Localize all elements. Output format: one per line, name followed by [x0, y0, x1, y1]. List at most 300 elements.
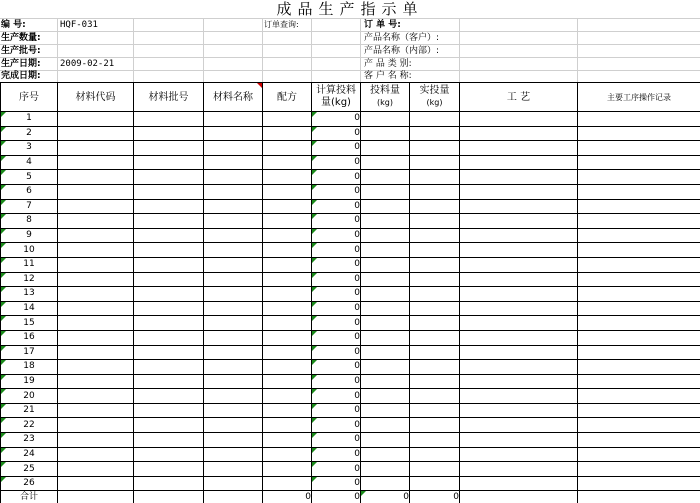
- row-empty-cell[interactable]: [263, 447, 312, 462]
- row-seq-cell[interactable]: [1, 272, 58, 287]
- row-empty-cell[interactable]: [204, 389, 263, 404]
- row-seq-cell[interactable]: [1, 184, 58, 199]
- row-empty-cell[interactable]: [410, 403, 460, 418]
- row-empty-cell[interactable]: [460, 141, 578, 156]
- green-marker-icon: [312, 389, 317, 394]
- row-empty-cell[interactable]: [460, 228, 578, 243]
- row-empty-cell[interactable]: [263, 272, 312, 287]
- row-seq-cell[interactable]: [1, 214, 58, 229]
- row-empty-cell[interactable]: [361, 170, 410, 185]
- row-empty-cell[interactable]: [58, 257, 134, 272]
- row-empty-cell[interactable]: [58, 272, 134, 287]
- row-empty-cell[interactable]: [58, 199, 134, 214]
- row-empty-cell[interactable]: [578, 272, 700, 287]
- row-seq-cell[interactable]: [1, 257, 58, 272]
- row-empty-cell[interactable]: [578, 141, 700, 156]
- row-empty-cell[interactable]: [410, 476, 460, 491]
- row-empty-cell[interactable]: [460, 447, 578, 462]
- row-empty-cell[interactable]: [410, 272, 460, 287]
- row-empty-cell[interactable]: [410, 360, 460, 375]
- row-empty-cell[interactable]: [410, 170, 460, 185]
- green-marker-icon: [312, 360, 317, 365]
- green-marker-icon: [312, 258, 317, 263]
- row-seq-cell[interactable]: [1, 345, 58, 360]
- row-empty-cell[interactable]: [410, 214, 460, 229]
- row-empty-cell[interactable]: [460, 374, 578, 389]
- row-empty-cell[interactable]: [410, 141, 460, 156]
- row-empty-cell[interactable]: [361, 360, 410, 375]
- row-empty-cell[interactable]: [410, 112, 460, 127]
- row-empty-cell[interactable]: [263, 374, 312, 389]
- row-empty-cell[interactable]: [134, 126, 204, 141]
- row-empty-cell[interactable]: [460, 257, 578, 272]
- row-calc-cell[interactable]: [312, 476, 361, 491]
- row-empty-cell[interactable]: [134, 155, 204, 170]
- row-calc-value: 0: [354, 449, 360, 459]
- row-seq-cell[interactable]: [1, 433, 58, 448]
- total-empty-cell[interactable]: [578, 491, 700, 503]
- row-empty-cell[interactable]: [578, 345, 700, 360]
- row-empty-cell[interactable]: [578, 316, 700, 331]
- row-calc-cell[interactable]: [312, 170, 361, 185]
- row-empty-cell[interactable]: [460, 433, 578, 448]
- row-empty-cell[interactable]: [578, 155, 700, 170]
- row-empty-cell[interactable]: [410, 433, 460, 448]
- row-empty-cell[interactable]: [361, 447, 410, 462]
- row-empty-cell[interactable]: [578, 214, 700, 229]
- row-empty-cell[interactable]: [204, 228, 263, 243]
- row-empty-cell[interactable]: [204, 462, 263, 477]
- row-empty-cell[interactable]: [134, 389, 204, 404]
- row-empty-cell[interactable]: [460, 330, 578, 345]
- row-empty-cell[interactable]: [134, 316, 204, 331]
- row-empty-cell[interactable]: [460, 418, 578, 433]
- row-calc-cell[interactable]: [312, 433, 361, 448]
- row-empty-cell[interactable]: [410, 257, 460, 272]
- row-empty-cell[interactable]: [361, 301, 410, 316]
- row-empty-cell[interactable]: [58, 403, 134, 418]
- total-label[interactable]: [1, 491, 58, 503]
- row-seq-cell[interactable]: [1, 141, 58, 156]
- row-empty-cell[interactable]: [204, 272, 263, 287]
- row-empty-cell[interactable]: [263, 418, 312, 433]
- row-calc-cell[interactable]: [312, 403, 361, 418]
- row-empty-cell[interactable]: [263, 126, 312, 141]
- row-calc-value: 0: [354, 332, 360, 342]
- row-seq: 14: [23, 303, 34, 313]
- row-empty-cell[interactable]: [58, 316, 134, 331]
- row-empty-cell[interactable]: [58, 447, 134, 462]
- row-empty-cell[interactable]: [58, 126, 134, 141]
- row-empty-cell[interactable]: [578, 403, 700, 418]
- row-empty-cell[interactable]: [460, 462, 578, 477]
- row-calc-cell[interactable]: [312, 389, 361, 404]
- green-marker-icon: [1, 477, 6, 482]
- row-empty-cell[interactable]: [134, 418, 204, 433]
- row-empty-cell[interactable]: [134, 447, 204, 462]
- row-empty-cell[interactable]: [578, 184, 700, 199]
- row-empty-cell[interactable]: [361, 330, 410, 345]
- row-empty-cell[interactable]: [578, 360, 700, 375]
- row-empty-cell[interactable]: [410, 462, 460, 477]
- row-seq-cell[interactable]: [1, 462, 58, 477]
- row-empty-cell[interactable]: [263, 243, 312, 258]
- row-empty-cell[interactable]: [578, 243, 700, 258]
- row-empty-cell[interactable]: [204, 403, 263, 418]
- row-empty-cell[interactable]: [204, 330, 263, 345]
- row-empty-cell[interactable]: [263, 257, 312, 272]
- row-empty-cell[interactable]: [58, 141, 134, 156]
- row-empty-cell[interactable]: [578, 301, 700, 316]
- row-empty-cell[interactable]: [263, 287, 312, 302]
- row-empty-cell[interactable]: [361, 287, 410, 302]
- row-empty-cell[interactable]: [134, 141, 204, 156]
- row-empty-cell[interactable]: [578, 257, 700, 272]
- row-empty-cell[interactable]: [134, 170, 204, 185]
- row-calc-cell[interactable]: [312, 345, 361, 360]
- row-empty-cell[interactable]: [578, 418, 700, 433]
- row-calc-cell[interactable]: [312, 155, 361, 170]
- row-empty-cell[interactable]: [134, 301, 204, 316]
- row-empty-cell[interactable]: [263, 199, 312, 214]
- row-empty-cell[interactable]: [410, 287, 460, 302]
- row-empty-cell[interactable]: [410, 243, 460, 258]
- row-empty-cell[interactable]: [58, 170, 134, 185]
- code-value[interactable]: HQF-031: [60, 19, 98, 31]
- row-empty-cell[interactable]: [578, 389, 700, 404]
- row-empty-cell[interactable]: [410, 199, 460, 214]
- row-empty-cell[interactable]: [410, 228, 460, 243]
- row-empty-cell[interactable]: [204, 418, 263, 433]
- row-calc-cell[interactable]: [312, 316, 361, 331]
- row-empty-cell[interactable]: [204, 184, 263, 199]
- table-row: [1, 316, 700, 331]
- row-empty-cell[interactable]: [361, 228, 410, 243]
- row-empty-cell[interactable]: [134, 199, 204, 214]
- row-empty-cell[interactable]: [578, 287, 700, 302]
- row-calc-cell[interactable]: [312, 257, 361, 272]
- row-empty-cell[interactable]: [410, 316, 460, 331]
- row-empty-cell[interactable]: [204, 199, 263, 214]
- row-empty-cell[interactable]: [578, 462, 700, 477]
- row-empty-cell[interactable]: [361, 199, 410, 214]
- row-empty-cell[interactable]: [134, 476, 204, 491]
- row-empty-cell[interactable]: [410, 345, 460, 360]
- row-empty-cell[interactable]: [263, 360, 312, 375]
- row-empty-cell[interactable]: [361, 155, 410, 170]
- row-empty-cell[interactable]: [578, 228, 700, 243]
- row-calc-cell[interactable]: [312, 360, 361, 375]
- row-empty-cell[interactable]: [58, 360, 134, 375]
- total-empty-cell[interactable]: [134, 491, 204, 503]
- row-calc-cell[interactable]: [312, 243, 361, 258]
- row-seq-cell[interactable]: [1, 155, 58, 170]
- row-empty-cell[interactable]: [204, 316, 263, 331]
- row-empty-cell[interactable]: [410, 126, 460, 141]
- col-header-actual-feed: [410, 83, 460, 112]
- row-empty-cell[interactable]: [134, 374, 204, 389]
- row-empty-cell[interactable]: [410, 155, 460, 170]
- row-empty-cell[interactable]: [134, 243, 204, 258]
- row-seq-cell[interactable]: [1, 330, 58, 345]
- row-seq-cell[interactable]: [1, 170, 58, 185]
- row-empty-cell[interactable]: [58, 418, 134, 433]
- row-empty-cell[interactable]: [460, 403, 578, 418]
- row-empty-cell[interactable]: [410, 330, 460, 345]
- row-empty-cell[interactable]: [134, 345, 204, 360]
- row-empty-cell[interactable]: [460, 155, 578, 170]
- row-empty-cell[interactable]: [58, 462, 134, 477]
- row-empty-cell[interactable]: [263, 214, 312, 229]
- row-seq-cell[interactable]: [1, 389, 58, 404]
- row-calc-cell[interactable]: [312, 199, 361, 214]
- row-empty-cell[interactable]: [58, 112, 134, 127]
- col-header-process: 工 艺: [460, 83, 578, 112]
- row-calc-value: 0: [354, 347, 360, 357]
- row-seq-cell[interactable]: [1, 243, 58, 258]
- row-empty-cell[interactable]: [58, 389, 134, 404]
- row-seq: 9: [26, 230, 32, 240]
- row-empty-cell[interactable]: [204, 243, 263, 258]
- row-empty-cell[interactable]: [58, 374, 134, 389]
- row-empty-cell[interactable]: [134, 214, 204, 229]
- row-seq-cell[interactable]: [1, 316, 58, 331]
- row-calc-cell[interactable]: [312, 330, 361, 345]
- row-calc-cell[interactable]: [312, 287, 361, 302]
- row-empty-cell[interactable]: [460, 272, 578, 287]
- row-empty-cell[interactable]: [58, 228, 134, 243]
- row-calc-cell[interactable]: [312, 228, 361, 243]
- row-seq-cell[interactable]: [1, 301, 58, 316]
- row-empty-cell[interactable]: [263, 476, 312, 491]
- row-empty-cell[interactable]: [361, 433, 410, 448]
- green-marker-icon: [1, 360, 6, 365]
- row-seq-cell[interactable]: [1, 228, 58, 243]
- row-calc-cell[interactable]: [312, 214, 361, 229]
- row-empty-cell[interactable]: [460, 243, 578, 258]
- row-empty-cell[interactable]: [361, 389, 410, 404]
- row-empty-cell[interactable]: [134, 272, 204, 287]
- row-empty-cell[interactable]: [410, 184, 460, 199]
- row-seq-cell[interactable]: [1, 360, 58, 375]
- row-empty-cell[interactable]: [58, 433, 134, 448]
- row-empty-cell[interactable]: [578, 112, 700, 127]
- table-row: [1, 228, 700, 243]
- row-empty-cell[interactable]: [578, 170, 700, 185]
- row-empty-cell[interactable]: [263, 389, 312, 404]
- row-empty-cell[interactable]: [134, 287, 204, 302]
- row-empty-cell[interactable]: [204, 374, 263, 389]
- table-header-row: [1, 83, 700, 112]
- row-calc-cell[interactable]: [312, 112, 361, 127]
- row-empty-cell[interactable]: [204, 141, 263, 156]
- row-empty-cell[interactable]: [460, 184, 578, 199]
- row-empty-cell[interactable]: [460, 112, 578, 127]
- date-value[interactable]: 2009-02-21: [60, 58, 114, 70]
- row-empty-cell[interactable]: [58, 155, 134, 170]
- code-label: 编 号:: [1, 19, 26, 31]
- row-empty-cell[interactable]: [134, 112, 204, 127]
- row-empty-cell[interactable]: [58, 330, 134, 345]
- total-actual[interactable]: [410, 491, 460, 503]
- row-empty-cell[interactable]: [263, 345, 312, 360]
- row-seq-cell[interactable]: [1, 112, 58, 127]
- row-empty-cell[interactable]: [134, 360, 204, 375]
- row-calc-cell[interactable]: [312, 462, 361, 477]
- row-empty-cell[interactable]: [263, 184, 312, 199]
- row-seq-cell[interactable]: [1, 418, 58, 433]
- row-empty-cell[interactable]: [263, 433, 312, 448]
- row-empty-cell[interactable]: [460, 476, 578, 491]
- header-gridline: [459, 18, 460, 82]
- total-calc[interactable]: [312, 491, 361, 503]
- row-calc-cell[interactable]: [312, 447, 361, 462]
- row-empty-cell[interactable]: [204, 360, 263, 375]
- row-empty-cell[interactable]: [134, 403, 204, 418]
- row-empty-cell[interactable]: [134, 330, 204, 345]
- row-empty-cell[interactable]: [460, 170, 578, 185]
- row-empty-cell[interactable]: [263, 301, 312, 316]
- row-empty-cell[interactable]: [204, 433, 263, 448]
- row-empty-cell[interactable]: [460, 126, 578, 141]
- total-empty-cell[interactable]: [58, 491, 134, 503]
- row-seq-cell[interactable]: [1, 199, 58, 214]
- row-calc-cell[interactable]: [312, 141, 361, 156]
- row-empty-cell[interactable]: [204, 257, 263, 272]
- row-empty-cell[interactable]: [263, 112, 312, 127]
- row-empty-cell[interactable]: [578, 447, 700, 462]
- row-empty-cell[interactable]: [361, 214, 410, 229]
- row-empty-cell[interactable]: [578, 126, 700, 141]
- row-empty-cell[interactable]: [460, 360, 578, 375]
- row-seq-cell[interactable]: [1, 447, 58, 462]
- row-seq: 15: [23, 318, 34, 328]
- row-empty-cell[interactable]: [460, 301, 578, 316]
- total-empty-cell[interactable]: [204, 491, 263, 503]
- row-empty-cell[interactable]: [578, 199, 700, 214]
- row-empty-cell[interactable]: [361, 184, 410, 199]
- row-empty-cell[interactable]: [361, 374, 410, 389]
- row-empty-cell[interactable]: [460, 287, 578, 302]
- row-empty-cell[interactable]: [410, 418, 460, 433]
- row-empty-cell[interactable]: [361, 272, 410, 287]
- row-seq-cell[interactable]: [1, 287, 58, 302]
- table-row: [1, 345, 700, 360]
- row-empty-cell[interactable]: [204, 170, 263, 185]
- row-empty-cell[interactable]: [410, 374, 460, 389]
- row-empty-cell[interactable]: [578, 433, 700, 448]
- row-empty-cell[interactable]: [460, 214, 578, 229]
- row-empty-cell[interactable]: [578, 476, 700, 491]
- row-empty-cell[interactable]: [134, 462, 204, 477]
- row-calc-cell[interactable]: [312, 374, 361, 389]
- row-empty-cell[interactable]: [58, 476, 134, 491]
- total-empty-cell[interactable]: [460, 491, 578, 503]
- row-empty-cell[interactable]: [204, 214, 263, 229]
- row-empty-cell[interactable]: [361, 476, 410, 491]
- row-empty-cell[interactable]: [361, 141, 410, 156]
- row-empty-cell[interactable]: [58, 345, 134, 360]
- row-empty-cell[interactable]: [410, 301, 460, 316]
- row-empty-cell[interactable]: [263, 403, 312, 418]
- row-calc-cell[interactable]: [312, 418, 361, 433]
- row-empty-cell[interactable]: [58, 287, 134, 302]
- row-empty-cell[interactable]: [460, 199, 578, 214]
- row-empty-cell[interactable]: [134, 228, 204, 243]
- row-calc-cell[interactable]: [312, 301, 361, 316]
- row-empty-cell[interactable]: [578, 374, 700, 389]
- row-empty-cell[interactable]: [361, 418, 410, 433]
- row-calc-cell[interactable]: [312, 184, 361, 199]
- row-empty-cell[interactable]: [460, 389, 578, 404]
- row-empty-cell[interactable]: [361, 243, 410, 258]
- row-empty-cell[interactable]: [263, 330, 312, 345]
- row-empty-cell[interactable]: [204, 345, 263, 360]
- row-empty-cell[interactable]: [204, 476, 263, 491]
- row-empty-cell[interactable]: [134, 257, 204, 272]
- row-empty-cell[interactable]: [134, 433, 204, 448]
- row-empty-cell[interactable]: [204, 287, 263, 302]
- row-empty-cell[interactable]: [58, 214, 134, 229]
- row-calc-cell[interactable]: [312, 126, 361, 141]
- row-seq-cell[interactable]: [1, 476, 58, 491]
- row-empty-cell[interactable]: [578, 330, 700, 345]
- row-empty-cell[interactable]: [263, 170, 312, 185]
- total-feed[interactable]: [361, 491, 410, 503]
- row-seq-cell[interactable]: [1, 126, 58, 141]
- green-marker-icon: [312, 448, 317, 453]
- row-empty-cell[interactable]: [204, 301, 263, 316]
- green-marker-icon: [1, 375, 6, 380]
- row-seq: 7: [26, 201, 32, 211]
- col-header-calc-feed: [312, 83, 361, 112]
- row-empty-cell[interactable]: [263, 155, 312, 170]
- row-empty-cell[interactable]: [134, 184, 204, 199]
- row-empty-cell[interactable]: [204, 447, 263, 462]
- row-empty-cell[interactable]: [204, 155, 263, 170]
- row-empty-cell[interactable]: [263, 462, 312, 477]
- row-empty-cell[interactable]: [361, 126, 410, 141]
- row-seq: 26: [23, 478, 34, 488]
- row-empty-cell[interactable]: [58, 301, 134, 316]
- row-empty-cell[interactable]: [361, 462, 410, 477]
- row-empty-cell[interactable]: [410, 389, 460, 404]
- row-empty-cell[interactable]: [58, 243, 134, 258]
- row-empty-cell[interactable]: [361, 257, 410, 272]
- row-empty-cell[interactable]: [361, 316, 410, 331]
- order-query-label: 订单查询:: [264, 19, 299, 31]
- green-marker-icon: [312, 302, 317, 307]
- row-seq-cell[interactable]: [1, 374, 58, 389]
- row-empty-cell[interactable]: [361, 112, 410, 127]
- row-empty-cell[interactable]: [204, 126, 263, 141]
- row-empty-cell[interactable]: [58, 184, 134, 199]
- row-seq-cell[interactable]: [1, 403, 58, 418]
- row-calc-cell[interactable]: [312, 272, 361, 287]
- row-empty-cell[interactable]: [361, 403, 410, 418]
- row-empty-cell[interactable]: [361, 345, 410, 360]
- row-empty-cell[interactable]: [460, 316, 578, 331]
- row-calc-value: 0: [354, 157, 360, 167]
- row-empty-cell[interactable]: [410, 447, 460, 462]
- row-empty-cell[interactable]: [204, 112, 263, 127]
- row-empty-cell[interactable]: [263, 316, 312, 331]
- row-empty-cell[interactable]: [460, 345, 578, 360]
- row-empty-cell[interactable]: [263, 228, 312, 243]
- total-row: [1, 491, 700, 503]
- row-empty-cell[interactable]: [263, 141, 312, 156]
- total-formula[interactable]: [263, 491, 312, 503]
